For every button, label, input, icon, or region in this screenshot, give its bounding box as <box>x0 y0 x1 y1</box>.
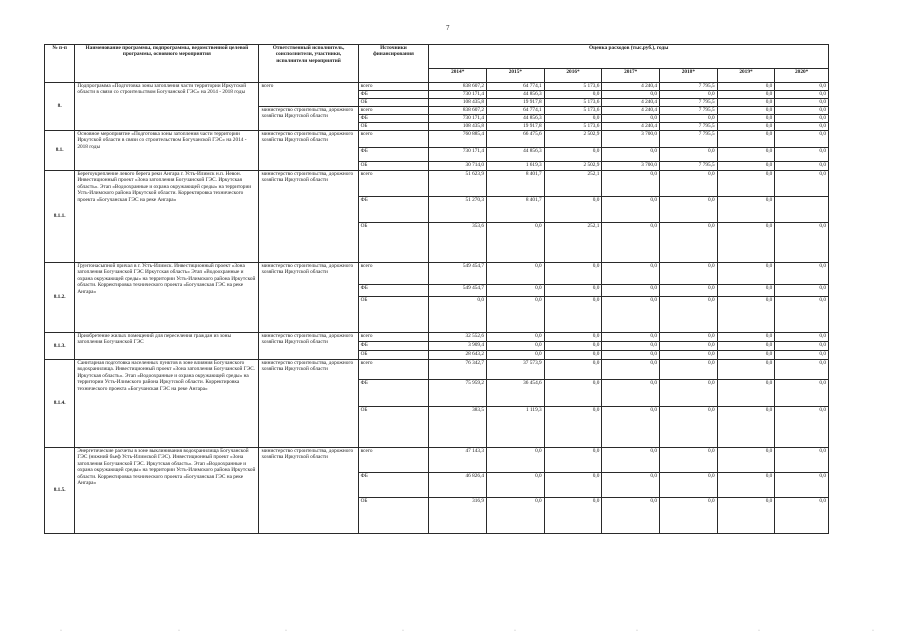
row-executor: министерство строительства, дорожного хозяйства Иркутской области <box>259 360 358 448</box>
funding-source: всего <box>358 171 429 197</box>
value-cell: 0,0 <box>717 131 775 148</box>
value-cell: 0,0 <box>717 473 775 498</box>
value-cell: 0,0 <box>602 297 660 333</box>
value-cell: 0,0 <box>660 498 718 534</box>
row-executor: министерство строительства, дорожного хозяйства Иркутской области <box>259 171 358 263</box>
value-cell: 19 917,8 <box>487 99 545 107</box>
value-cell: 0,0 <box>717 83 775 91</box>
value-cell: 838 607,2 <box>429 83 487 91</box>
row-name: Санитарная подготовка населенных пунктов в зоне влияния Богучанского водохранилища. Инвестиционный проект «Зона затопления Богучанской ГЭС. Иркутская область». Этап «Водоохранные и охрана окружающей среды» на территории Усть-Илимского района Иркутской области. Корректировка технического проекта «Богучанская ГЭС на реке Ангара» <box>75 360 259 448</box>
value-cell: 0,0 <box>717 162 775 171</box>
header-year: 2015* <box>487 69 545 83</box>
value-cell: 0,0 <box>660 380 718 407</box>
value-cell: 0,0 <box>717 263 775 285</box>
value-cell: 0,0 <box>544 498 602 534</box>
value-cell: 5 173,6 <box>544 99 602 107</box>
value-cell: 0,0 <box>487 285 545 297</box>
value-cell: 0,0 <box>775 263 829 285</box>
value-cell: 0,0 <box>660 171 718 197</box>
funding-source: всего <box>358 333 429 342</box>
value-cell: 0,0 <box>717 115 775 123</box>
value-cell: 0,0 <box>660 333 718 342</box>
value-cell: 0,0 <box>775 223 829 263</box>
value-cell: 316,9 <box>429 498 487 534</box>
header-year: 2017* <box>602 69 660 83</box>
value-cell: 36 454,6 <box>487 380 545 407</box>
value-cell: 0,0 <box>775 171 829 197</box>
value-cell: 0,0 <box>544 115 602 123</box>
value-cell: 0,0 <box>775 297 829 333</box>
value-cell: 66 475,6 <box>487 131 545 148</box>
value-cell: 64 774,1 <box>487 107 545 115</box>
funding-source: ОБ <box>358 223 429 263</box>
value-cell: 0,0 <box>775 473 829 498</box>
header-year: 2019* <box>717 69 775 83</box>
funding-source: ФБ <box>358 342 429 351</box>
value-cell: 3 909,4 <box>429 342 487 351</box>
value-cell: 0,0 <box>660 297 718 333</box>
funding-source: ОБ <box>358 498 429 534</box>
value-cell: 30 714,0 <box>429 162 487 171</box>
value-cell: 0,0 <box>602 342 660 351</box>
value-cell: 7 795,5 <box>660 162 718 171</box>
header-name: Наименование программы, подпрограммы, ведомственной целевой программы, основного мероприятия <box>75 45 259 83</box>
value-cell: 0,0 <box>602 148 660 162</box>
value-cell: 0,0 <box>544 285 602 297</box>
value-cell: 549 454,7 <box>429 263 487 285</box>
value-cell: 0,0 <box>487 333 545 342</box>
value-cell: 0,0 <box>717 448 775 473</box>
value-cell: 0,0 <box>717 380 775 407</box>
value-cell: 0,0 <box>717 342 775 351</box>
value-cell: 0,0 <box>660 285 718 297</box>
value-cell: 5 173,6 <box>544 123 602 131</box>
table-row <box>45 333 829 342</box>
row-number: 8.1.2. <box>45 263 75 333</box>
page-number: 7 <box>446 24 450 32</box>
value-cell: 3 700,0 <box>602 162 660 171</box>
value-cell: 0,0 <box>717 91 775 99</box>
row-number: 8.1.3. <box>45 333 75 360</box>
value-cell: 252,1 <box>544 171 602 197</box>
value-cell: 2 502,9 <box>544 131 602 148</box>
value-cell: 0,0 <box>544 360 602 380</box>
value-cell: 0,0 <box>775 333 829 342</box>
value-cell: 7 795,5 <box>660 107 718 115</box>
value-cell: 0,0 <box>602 360 660 380</box>
row-name: Приобретение жилых помещений для переселения граждан из зоны затопления Богучанской ГЭС <box>75 333 259 360</box>
row-name: Основное мероприятие «Подготовка зоны затопления части территории Иркутской области в связи со строительством Богучанской ГЭС» на 2014 - 2018 годы <box>75 131 259 171</box>
value-cell: 0,0 <box>487 297 545 333</box>
value-cell: 549 454,7 <box>429 285 487 297</box>
value-cell: 0,0 <box>544 351 602 360</box>
header-year: 2016* <box>544 69 602 83</box>
value-cell: 0,0 <box>602 351 660 360</box>
value-cell: 0,0 <box>487 473 545 498</box>
value-cell: 0,0 <box>775 162 829 171</box>
value-cell: 0,0 <box>602 473 660 498</box>
value-cell: 0,0 <box>660 448 718 473</box>
value-cell: 0,0 <box>660 148 718 162</box>
value-cell: 0,0 <box>775 285 829 297</box>
value-cell: 32 552,6 <box>429 333 487 342</box>
value-cell: 0,0 <box>775 448 829 473</box>
value-cell: 0,0 <box>660 342 718 351</box>
value-cell: 0,0 <box>544 148 602 162</box>
funding-source: ФБ <box>358 473 429 498</box>
value-cell: 0,0 <box>775 91 829 99</box>
value-cell: 0,0 <box>775 360 829 380</box>
value-cell: 0,0 <box>544 197 602 223</box>
row-name: Берегоукрепление левого берега реки Ангара г. Усть-Илимск н.п. Невон. Инвестиционный проект «Зона затопления Богучанской ГЭС. Иркутская область». Этап «Водоохранные и охрана окружающей среды» на территории Усть-Илимского района Иркутской области. Корректировка технического проекта «Богучанская ГЭС на реке Ангара» <box>75 171 259 263</box>
value-cell: 0,0 <box>602 333 660 342</box>
value-cell: 0,0 <box>602 285 660 297</box>
value-cell: 0,0 <box>429 297 487 333</box>
funding-source: ОБ <box>358 162 429 171</box>
value-cell: 64 774,1 <box>487 83 545 91</box>
value-cell: 28 643,2 <box>429 351 487 360</box>
value-cell: 7 795,5 <box>660 99 718 107</box>
row-executor: министерство строительства, дорожного хозяйства Иркутской области <box>259 107 358 131</box>
value-cell: 0,0 <box>775 498 829 534</box>
header-year: 2018* <box>660 69 718 83</box>
row-number: 8.1. <box>45 131 75 171</box>
row-executor: министерство строительства, дорожного хозяйства Иркутской области <box>259 263 358 333</box>
value-cell: 0,0 <box>602 448 660 473</box>
value-cell: 0,0 <box>775 123 829 131</box>
funding-source: ФБ <box>358 285 429 297</box>
value-cell: 0,0 <box>660 473 718 498</box>
value-cell: 44 856,3 <box>487 115 545 123</box>
value-cell: 0,0 <box>602 171 660 197</box>
value-cell: 0,0 <box>602 223 660 263</box>
value-cell: 0,0 <box>602 197 660 223</box>
value-cell: 0,0 <box>775 407 829 448</box>
value-cell: 1 619,3 <box>487 162 545 171</box>
value-cell: 0,0 <box>544 263 602 285</box>
value-cell: 0,0 <box>544 407 602 448</box>
table-row <box>45 83 829 91</box>
value-cell: 7 795,5 <box>660 83 718 91</box>
value-cell: 0,0 <box>660 91 718 99</box>
value-cell: 0,0 <box>544 91 602 99</box>
header-year: 2014* <box>429 69 487 83</box>
value-cell: 0,0 <box>775 107 829 115</box>
funding-source: ОБ <box>358 99 429 107</box>
funding-source: всего <box>358 448 429 473</box>
value-cell: 838 607,2 <box>429 107 487 115</box>
value-cell: 7 795,5 <box>660 123 718 131</box>
row-executor: министерство строительства, дорожного хозяйства Иркутской области <box>259 131 358 171</box>
value-cell: 0,0 <box>544 297 602 333</box>
value-cell: 19 917,8 <box>487 123 545 131</box>
value-cell: 0,0 <box>775 380 829 407</box>
header-row <box>45 45 829 69</box>
value-cell: 0,0 <box>717 123 775 131</box>
table-row <box>45 448 829 473</box>
value-cell: 730 171,4 <box>429 115 487 123</box>
value-cell: 0,0 <box>717 297 775 333</box>
funding-source: ОБ <box>358 123 429 131</box>
value-cell: 0,0 <box>602 498 660 534</box>
value-cell: 0,0 <box>660 197 718 223</box>
value-cell: 353,6 <box>429 223 487 263</box>
table-row <box>45 360 829 380</box>
row-executor: министерство строительства, дорожного хозяйства Иркутской области <box>259 448 358 534</box>
funding-source: ФБ <box>358 380 429 407</box>
value-cell: 1 119,3 <box>487 407 545 448</box>
value-cell: 4 240,4 <box>602 83 660 91</box>
value-cell: 0,0 <box>660 351 718 360</box>
header-estimate: Оценка расходов (тыс.руб.), годы <box>429 45 829 69</box>
funding-source: ОБ <box>358 297 429 333</box>
value-cell: 0,0 <box>775 351 829 360</box>
funding-source: всего <box>358 360 429 380</box>
value-cell: 0,0 <box>660 223 718 263</box>
value-cell: 0,0 <box>602 115 660 123</box>
value-cell: 4 240,4 <box>602 123 660 131</box>
value-cell: 47 143,3 <box>429 448 487 473</box>
value-cell: 0,0 <box>717 107 775 115</box>
value-cell: 0,0 <box>775 115 829 123</box>
funding-source: ОБ <box>358 351 429 360</box>
value-cell: 0,0 <box>487 342 545 351</box>
row-name: Подпрограмма «Подготовка зоны затопления части территории Иркутской области в связи со строительством Богучанской ГЭС» на 2014 - 2018 годы <box>75 83 259 131</box>
value-cell: 760 885,4 <box>429 131 487 148</box>
value-cell: 108 435,8 <box>429 99 487 107</box>
value-cell: 0,0 <box>775 148 829 162</box>
funding-source: всего <box>358 83 429 91</box>
funding-source: ФБ <box>358 197 429 223</box>
funding-source: ОБ <box>358 407 429 448</box>
value-cell: 51 623,9 <box>429 171 487 197</box>
value-cell: 4 240,4 <box>602 99 660 107</box>
value-cell: 4 240,4 <box>602 107 660 115</box>
value-cell: 252,1 <box>544 223 602 263</box>
value-cell: 0,0 <box>775 131 829 148</box>
value-cell: 51 270,3 <box>429 197 487 223</box>
header-source: Источники финансирования <box>358 45 429 83</box>
value-cell: 0,0 <box>602 91 660 99</box>
value-cell: 0,0 <box>717 99 775 107</box>
value-cell: 0,0 <box>487 498 545 534</box>
row-number: 8. <box>45 83 75 131</box>
funding-source: всего <box>358 107 429 115</box>
value-cell: 0,0 <box>660 360 718 380</box>
funding-source: ФБ <box>358 91 429 99</box>
value-cell: 0,0 <box>487 223 545 263</box>
value-cell: 0,0 <box>717 285 775 297</box>
value-cell: 0,0 <box>487 351 545 360</box>
value-cell: 0,0 <box>602 380 660 407</box>
row-name: Грунтонасыпной причал в г. Усть-Илимск. Инвестиционный проект «Зона затопления Богучанской ГЭС Иркутская область» Этап «Водоохранные и охрана окружающей среды» на территории Усть-Илимского района Иркутской области. Корректировка технического проекта «Богучанская ГЭС на реке Ангара» <box>75 263 259 333</box>
value-cell: 0,0 <box>717 197 775 223</box>
value-cell: 0,0 <box>544 473 602 498</box>
value-cell: 7 795,5 <box>660 131 718 148</box>
row-name: Энергетические расчеты в зоне выклинивания водохранилища Богучанской ГЭС (нижний бьеф Усть-Илимской ГЭС). Инвестиционный проект «Зона затопления Богучанской ГЭС. Иркутская область». Этап «Водоохранные и охрана окружающей среды» на территории Усть-Илимского района Иркутской области. Корректировка технического проекта «Богучанская ГЭС на реке Ангара» <box>75 448 259 534</box>
value-cell: 0,0 <box>602 263 660 285</box>
table-row <box>45 263 829 285</box>
funding-source: ФБ <box>358 148 429 162</box>
funding-source: всего <box>358 263 429 285</box>
header-year: 2020* <box>775 69 829 83</box>
table-row <box>45 171 829 197</box>
value-cell: 0,0 <box>717 171 775 197</box>
value-cell: 0,0 <box>717 360 775 380</box>
value-cell: 0,0 <box>660 115 718 123</box>
value-cell: 37 573,9 <box>487 360 545 380</box>
value-cell: 0,0 <box>660 407 718 448</box>
expenditure-table <box>44 44 829 534</box>
funding-source: всего <box>358 131 429 148</box>
value-cell: 0,0 <box>544 342 602 351</box>
value-cell: 0,0 <box>602 407 660 448</box>
value-cell: 0,0 <box>775 83 829 91</box>
value-cell: 0,0 <box>717 498 775 534</box>
value-cell: 0,0 <box>717 351 775 360</box>
value-cell: 383,5 <box>429 407 487 448</box>
value-cell: 0,0 <box>775 342 829 351</box>
header-no: № п-п <box>45 45 75 83</box>
row-number: 8.1.1. <box>45 171 75 263</box>
value-cell: 46 826,4 <box>429 473 487 498</box>
value-cell: 0,0 <box>717 333 775 342</box>
value-cell: 0,0 <box>717 223 775 263</box>
value-cell: 0,0 <box>487 448 545 473</box>
value-cell: 76 342,7 <box>429 360 487 380</box>
value-cell: 0,0 <box>717 148 775 162</box>
row-number: 8.1.4. <box>45 360 75 448</box>
value-cell: 8 401,7 <box>487 197 545 223</box>
value-cell: 3 700,0 <box>602 131 660 148</box>
value-cell: 108 435,8 <box>429 123 487 131</box>
value-cell: 0,0 <box>544 380 602 407</box>
row-executor: министерство строительства, дорожного хозяйства Иркутской области <box>259 333 358 360</box>
value-cell: 730 171,4 <box>429 148 487 162</box>
value-cell: 0,0 <box>660 263 718 285</box>
value-cell: 0,0 <box>775 99 829 107</box>
value-cell: 730 171,4 <box>429 91 487 99</box>
value-cell: 0,0 <box>544 333 602 342</box>
value-cell: 0,0 <box>717 407 775 448</box>
value-cell: 75 959,2 <box>429 380 487 407</box>
value-cell: 2 502,9 <box>544 162 602 171</box>
value-cell <box>775 197 829 223</box>
table-row <box>45 131 829 148</box>
funding-source: ФБ <box>358 115 429 123</box>
header-executor: Ответственный исполнитель, соисполнители, участники, исполнители мероприятий <box>259 45 358 83</box>
value-cell: 8 401,7 <box>487 171 545 197</box>
row-executor: всего <box>259 83 358 107</box>
value-cell: 0,0 <box>487 263 545 285</box>
value-cell: 44 856,3 <box>487 91 545 99</box>
row-number: 8.1.5. <box>45 448 75 534</box>
value-cell: 5 173,6 <box>544 107 602 115</box>
value-cell: 44 856,3 <box>487 148 545 162</box>
value-cell: 5 173,6 <box>544 83 602 91</box>
value-cell: 0,0 <box>544 448 602 473</box>
